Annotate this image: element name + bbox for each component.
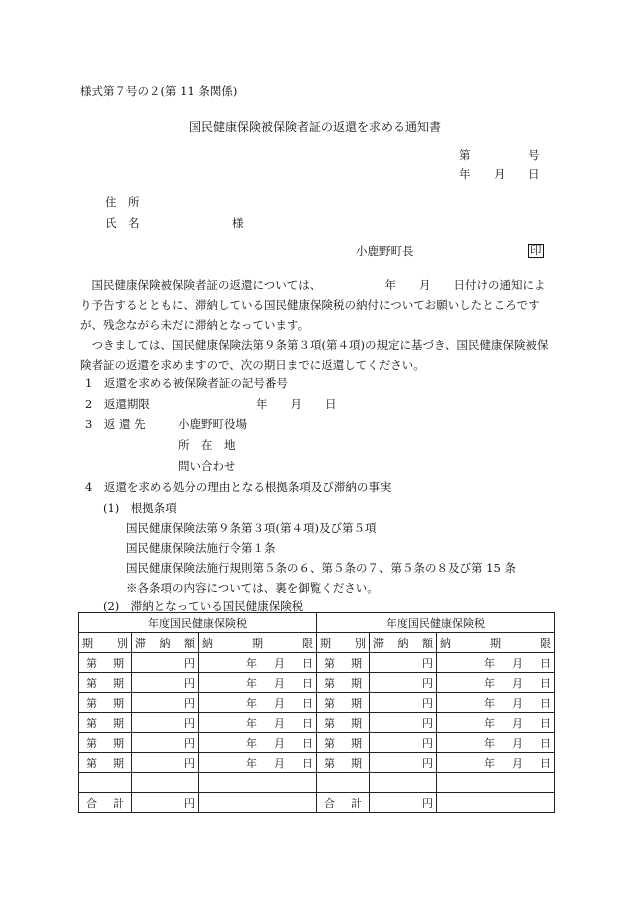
table-row [79, 753, 555, 773]
issuer-name: 小鹿野町長 [356, 244, 414, 258]
total-label: 合 計 [79, 793, 132, 813]
period-cell: 第 期 [317, 673, 370, 693]
fiscal-year-header-right: 年度国民健康保険税 [317, 613, 555, 633]
period-cell: 第 期 [317, 753, 370, 773]
item-1: 1 返還を求める被保険者証の記号番号 [85, 376, 288, 390]
doc-date-day: 日 [528, 167, 540, 181]
period-header: 期 別 [79, 633, 132, 653]
deadline-cell: 年 月 日 [437, 753, 555, 773]
sub-item-2: (2) 滞納となっている国民健康保険税 [103, 599, 304, 613]
total-amount: 円 [132, 793, 199, 813]
table-group-header-row [79, 613, 555, 633]
body-paragraph-1: 国民健康保険被保険者証の返還については、 年 月 日付けの通知により予告するとともに、滞納している国民健康保険税の納付についてお願いしたところですが、残念ながら未だに滞納となっています。 [80, 278, 546, 332]
table-body [79, 653, 555, 813]
period-cell: 第 期 [317, 713, 370, 733]
total-label: 合 計 [317, 793, 370, 813]
item-2-label: 2 返還期限 [85, 397, 150, 411]
amount-cell: 円 [370, 733, 437, 753]
doc-number-go: 号 [528, 148, 540, 162]
amount-cell: 円 [132, 693, 199, 713]
period-cell: 第 期 [79, 733, 132, 753]
deadline-cell: 年 月 日 [437, 673, 555, 693]
deadline-cell: 年 月 日 [199, 713, 317, 733]
deadline-cell: 年 月 日 [199, 693, 317, 713]
period-cell: 第 期 [79, 673, 132, 693]
table-row [79, 673, 555, 693]
amount-header: 滞 納 額 [370, 633, 437, 653]
item-2-date: 年 月 日 [256, 397, 337, 411]
item-3-contact: 問い合わせ [178, 459, 236, 473]
deadline-cell: 年 月 日 [437, 653, 555, 673]
item-3-address: 所 在 地 [178, 438, 236, 452]
period-cell: 第 期 [317, 653, 370, 673]
item-3-label: 3 返 還 先 [85, 417, 146, 431]
item-3-place: 小鹿野町役場 [178, 417, 247, 431]
sub-item-1: (1) 根拠条項 [103, 501, 177, 515]
delinquent-tax-table [78, 612, 555, 813]
doc-number-dai: 第 [459, 148, 471, 162]
deadline-cell: 年 月 日 [437, 713, 555, 733]
amount-cell: 円 [370, 673, 437, 693]
period-cell: 第 期 [317, 733, 370, 753]
amount-cell: 円 [132, 733, 199, 753]
law-1: 国民健康保険法第９条第３項(第４項)及び第５項 [126, 521, 377, 535]
deadline-header: 納 期 限 [199, 633, 317, 653]
form-number: 様式第７号の２(第 11 条関係) [80, 84, 238, 98]
period-header: 期 別 [317, 633, 370, 653]
deadline-cell: 年 月 日 [437, 733, 555, 753]
amount-cell: 円 [132, 713, 199, 733]
amount-cell: 円 [132, 653, 199, 673]
honorific: 様 [232, 216, 244, 230]
total-deadline [437, 793, 555, 813]
table-row [79, 733, 555, 753]
total-deadline [199, 793, 317, 813]
deadline-cell: 年 月 日 [199, 673, 317, 693]
name-label: 氏 名 [105, 216, 140, 230]
address-label: 住 所 [105, 195, 140, 209]
period-cell: 第 期 [79, 713, 132, 733]
page-title: 国民健康保険被保険者証の返還を求める通知書 [189, 120, 442, 134]
table-row-total [79, 793, 555, 813]
seal-stamp: 印 [530, 243, 542, 257]
amount-cell: 円 [132, 753, 199, 773]
table-row-blank [79, 773, 555, 793]
period-cell: 第 期 [79, 653, 132, 673]
fiscal-year-header-left: 年度国民健康保険税 [79, 613, 317, 633]
amount-header: 滞 納 額 [132, 633, 199, 653]
amount-cell: 円 [370, 653, 437, 673]
total-amount: 円 [370, 793, 437, 813]
law-2: 国民健康保険法施行令第１条 [126, 541, 276, 555]
amount-cell: 円 [370, 693, 437, 713]
deadline-cell: 年 月 日 [437, 693, 555, 713]
table-row [79, 693, 555, 713]
deadline-header: 納 期 限 [437, 633, 555, 653]
table-row [79, 713, 555, 733]
period-cell: 第 期 [79, 753, 132, 773]
item-4: 4 返還を求める処分の理由となる根拠条項及び滞納の事実 [85, 480, 392, 494]
amount-cell: 円 [370, 753, 437, 773]
doc-date-year: 年 [459, 167, 471, 181]
amount-cell: 円 [132, 673, 199, 693]
period-cell: 第 期 [317, 693, 370, 713]
law-3: 国民健康保険法施行規則第５条の６、第５条の７、第５条の８及び第 15 条 [126, 561, 516, 575]
deadline-cell: 年 月 日 [199, 753, 317, 773]
amount-cell: 円 [370, 713, 437, 733]
doc-date-month: 月 [494, 167, 506, 181]
table-column-header-row [79, 633, 555, 653]
table-row [79, 653, 555, 673]
period-cell: 第 期 [79, 693, 132, 713]
body-paragraph-2: つきましては、国民健康保険法第９条第３項(第４項)の規定に基づき、国民健康保険被保険者証の返還を求めますので、次の期日までに返還してください。 [80, 338, 549, 372]
deadline-cell: 年 月 日 [199, 653, 317, 673]
deadline-cell: 年 月 日 [199, 733, 317, 753]
note: ※各条項の内容については、裏を御覧ください。 [126, 581, 379, 595]
